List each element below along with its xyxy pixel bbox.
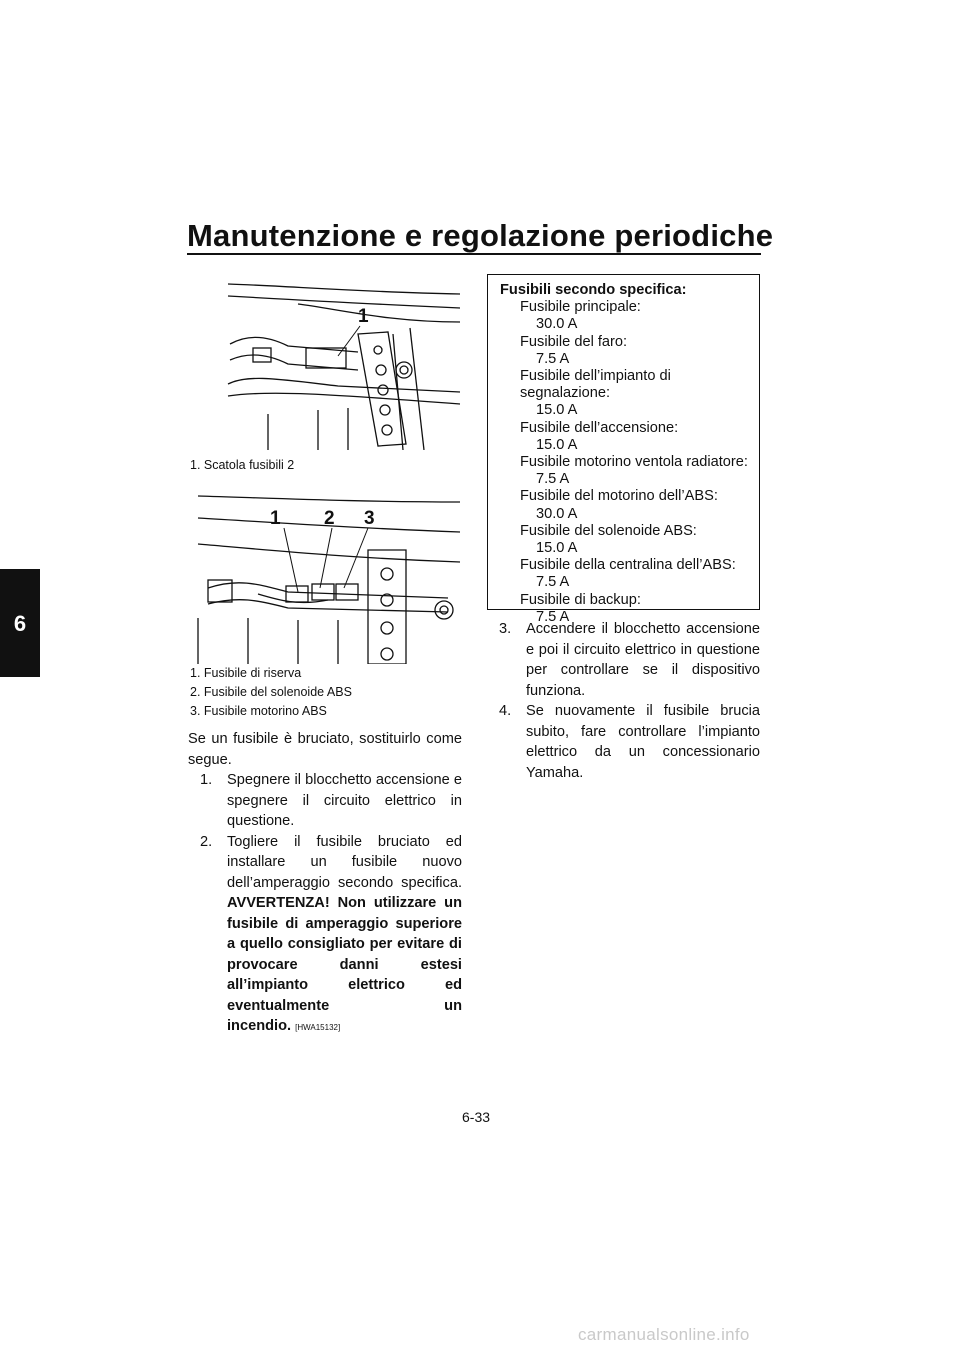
spec-name: Fusibile principale: (520, 299, 641, 316)
right-column (487, 619, 760, 783)
caption-line: 1. Scatola fusibili 2 (190, 458, 295, 472)
page-number: 6-33 (462, 1109, 491, 1125)
step-number: 4. (499, 703, 512, 719)
spec-name: Fusibile del solenoide ABS: (520, 522, 697, 539)
step-text: Accendere il blocchetto accensione e poi il circuito elettrico in questione per controllare se il dispositivo funziona. (526, 621, 760, 699)
spec-value: 7.5 A (536, 608, 570, 625)
spec-value: 30.0 A (536, 505, 578, 522)
title-rule (187, 253, 761, 255)
step-number: 2. (200, 833, 213, 850)
spec-value: 30.0 A (536, 316, 578, 333)
chapter-tab (0, 569, 40, 677)
intro-paragraph: Se un fusibile è bruciato, sostituirlo come segue. (188, 731, 462, 768)
left-column (188, 729, 462, 1039)
figure2-callout-2: 2 (324, 508, 335, 529)
spec-name: Fusibile del faro: (520, 333, 628, 350)
warning-code: [HWA15132] (295, 1023, 341, 1032)
step-3 (487, 619, 760, 701)
spec-value: 7.5 A (536, 574, 570, 591)
warning-text: AVVERTENZA! Non utilizzare un fusibile di amperaggio superiore a quello consigliato per evitare di provocare danni estesi all’impianto elettrico ed eventualmente un incendio. (227, 895, 462, 1034)
caption-line: 1. Fusibile di riserva (190, 666, 302, 680)
figure2-caption (190, 664, 352, 721)
fuse-box-2-illustration (188, 274, 462, 450)
fuse-specification-box (487, 274, 760, 625)
caption-line: 3. Fusibile motorino ABS (190, 704, 327, 718)
figure2-callout-1: 1 (270, 508, 281, 529)
spec-name: Fusibile dell’accensione: (520, 419, 679, 436)
abs-fuses-illustration (188, 488, 462, 664)
caption-line: 2. Fusibile del solenoide ABS (190, 685, 352, 699)
spec-heading: Fusibili secondo specifica: (500, 282, 687, 298)
spec-value: 15.0 A (536, 436, 578, 453)
step-4 (487, 701, 760, 783)
step-2 (188, 832, 462, 1039)
spec-value: 7.5 A (536, 471, 570, 488)
spec-value: 15.0 A (536, 402, 578, 419)
spec-name: Fusibile del motorino dell’ABS: (520, 488, 718, 505)
step-text: Spegnere il blocchetto accensione e spegnere il circuito elettrico in questione. (227, 772, 462, 829)
step-1 (188, 770, 462, 832)
figure2-callout-3: 3 (364, 508, 375, 529)
step-number: 3. (499, 621, 512, 637)
page-title: Manutenzione e regolazione periodiche (187, 218, 774, 253)
chapter-tab-label: 6 (13, 611, 27, 636)
spec-list (500, 299, 759, 626)
spec-name: Fusibile dell’impianto di segnalazione: (520, 368, 671, 402)
step-number: 1. (200, 772, 213, 788)
spec-name: Fusibile motorino ventola radiatore: (520, 454, 748, 471)
spec-value: 7.5 A (536, 350, 570, 367)
spec-name: Fusibile di backup: (520, 591, 641, 608)
figure1-caption (190, 456, 294, 475)
figure1-callout: 1 (358, 306, 369, 327)
spec-name: Fusibile della centralina dell’ABS: (520, 557, 736, 574)
watermark: carmanualsonline.info (578, 1325, 750, 1344)
step-text: Se nuovamente il fusibile brucia subito, fare controllare l’impianto elettrico da un concessionario Yamaha. (526, 703, 760, 781)
spec-value: 15.0 A (536, 540, 578, 557)
step-text: Togliere il fusibile bruciato ed installare un fusibile nuovo dell’amperaggio secondo specifica. (227, 833, 462, 891)
